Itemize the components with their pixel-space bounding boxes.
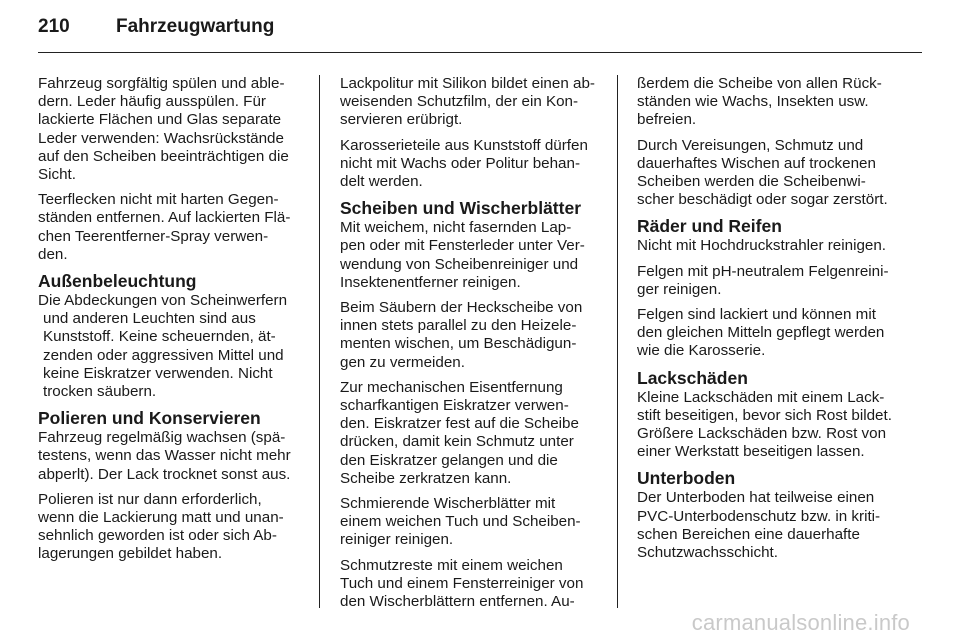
text-line: Lackpolitur mit Silikon bildet einen ab- <box>340 75 595 92</box>
text-line: ständen entfernen. Auf lackierten Flä- <box>38 209 291 227</box>
text-line: Durch Vereisungen, Schmutz und <box>637 136 864 154</box>
paragraph <box>637 263 905 299</box>
text-line: sehnlich geworden ist oder sich Ab- <box>38 527 277 545</box>
text-line: Größere Lackschäden bzw. Rost von <box>637 425 887 443</box>
text-column-3 <box>637 75 905 569</box>
text-line: Felgen sind lackiert und können mit <box>637 306 876 324</box>
paragraph <box>340 379 608 488</box>
text-line: nicht mit Wachs oder Politur behan- <box>340 154 581 172</box>
text-line: den gleichen Mitteln gepflegt werden <box>637 324 885 342</box>
paragraph <box>637 237 905 255</box>
text-line: Die Abdeckungen von Scheinwerfern <box>38 292 288 310</box>
text-line: lackierte Flächen und Glas separate <box>38 111 282 129</box>
text-line: gen zu vermeiden. <box>340 353 465 371</box>
text-line: Sicht. <box>38 166 76 184</box>
text-column-1 <box>38 75 306 571</box>
paragraph <box>38 75 306 184</box>
text-line: den. <box>38 245 68 263</box>
page-number: 210 <box>38 16 70 37</box>
text-line: einem weichen Tuch und Scheiben- <box>340 513 581 531</box>
text-line: schen Bereichen eine dauerhafte <box>637 525 860 543</box>
text-line: Schmutzreste mit einem weichen <box>340 556 563 574</box>
paragraph <box>340 557 608 612</box>
text-line: wie die Karosserie. <box>637 342 766 360</box>
text-line: Fahrzeug sorgfältig spülen und able- <box>38 75 285 92</box>
text-line: Tuch und einem Fensterreiniger von <box>340 574 584 592</box>
text-line: delt werden. <box>340 173 423 191</box>
text-line: chen Teerentferner-Spray verwen- <box>38 227 269 245</box>
text-line: Fahrzeug regelmäßig wachsen (spä- <box>38 429 286 447</box>
section-heading: Polieren und Konservieren <box>38 408 261 429</box>
text-line: scharfkantigen Eiskratzer verwen- <box>340 397 569 415</box>
paragraph <box>637 306 905 361</box>
text-line: drücken, damit kein Schmutz unter <box>340 433 574 451</box>
section-heading: Außenbeleuchtung <box>38 271 197 292</box>
text-line: Karosserieteile aus Kunststoff dürfen <box>340 136 588 154</box>
paragraph <box>637 489 905 562</box>
text-line: pen oder mit Fensterleder unter Ver- <box>340 237 585 255</box>
paragraph <box>637 137 905 210</box>
text-line: menten wischen, um Beschädigun- <box>340 335 577 353</box>
text-line: scher beschädigt oder sogar zerstört. <box>637 191 888 209</box>
column-divider <box>319 75 320 608</box>
paragraph <box>340 137 608 192</box>
paragraph <box>637 389 905 462</box>
header-divider <box>38 52 922 53</box>
text-line: keine Eiskratzer verwenden. Nicht <box>43 364 273 382</box>
paragraph <box>38 292 306 401</box>
text-line: weisenden Schutzfilm, der ein Kon- <box>340 93 579 111</box>
text-line: den. Eiskratzer fest auf die Scheibe <box>340 415 579 433</box>
text-line: den Wischerblättern entfernen. Au- <box>340 593 575 611</box>
section-heading: Lackschäden <box>637 367 748 388</box>
text-line: Kunststoff. Keine scheuernden, ät- <box>43 328 276 346</box>
section-heading: Unterboden <box>637 468 736 489</box>
text-line: PVC-Unterbodenschutz bzw. in kriti- <box>637 507 881 525</box>
paragraph <box>340 75 608 130</box>
text-line: wendung von Scheibenreiniger und <box>340 255 579 273</box>
paragraph <box>38 191 306 264</box>
text-line: lagerungen gebildet haben. <box>38 545 223 563</box>
text-line: abperlt). Der Lack trocknet sonst aus. <box>38 465 291 483</box>
text-line: und anderen Leuchten sind aus <box>43 310 256 328</box>
paragraph <box>340 219 608 292</box>
paragraph <box>38 491 306 564</box>
text-line: Kleine Lackschäden mit einem Lack- <box>637 388 885 406</box>
text-line: Teerflecken nicht mit harten Gegen- <box>38 191 279 209</box>
text-line: Scheibe zerkratzen kann. <box>340 469 512 487</box>
text-column-2 <box>340 75 608 618</box>
text-line: auf den Scheiben beeinträchtigen die <box>38 147 289 165</box>
text-line: zenden oder aggressiven Mittel und <box>43 346 284 364</box>
text-line: servieren erübrigt. <box>340 111 463 129</box>
text-line: Nicht mit Hochdruckstrahler reinigen. <box>637 237 886 255</box>
text-line: befreien. <box>637 111 697 129</box>
text-line: Insektenentferner reinigen. <box>340 273 521 291</box>
text-line: stift beseitigen, bevor sich Rost bildet. <box>637 406 892 424</box>
paragraph <box>340 299 608 372</box>
text-line: Mit weichem, nicht fasernden Lap- <box>340 219 572 237</box>
text-line: Scheiben werden die Scheibenwi- <box>637 173 866 191</box>
text-line: Polieren ist nur dann erforderlich, <box>38 490 262 508</box>
paragraph <box>38 429 306 484</box>
page-title: Fahrzeugwartung <box>116 16 275 37</box>
text-line: Schmierende Wischerblätter mit <box>340 495 556 513</box>
text-line: wenn die Lackierung matt und unan- <box>38 509 284 527</box>
text-line: trocken säubern. <box>43 383 157 401</box>
text-line: dern. Leder häufig ausspülen. Für <box>38 93 266 111</box>
text-line: reiniger reinigen. <box>340 531 454 549</box>
text-line: Beim Säubern der Heckscheibe von <box>340 299 583 317</box>
watermark: carmanualsonline.info <box>691 610 910 635</box>
text-line: ständen wie Wachs, Insekten usw. <box>637 93 869 111</box>
text-line: dauerhaftes Wischen auf trockenen <box>637 154 876 172</box>
text-line: testens, wenn das Wasser nicht mehr <box>38 447 291 465</box>
section-heading: Räder und Reifen <box>637 216 782 237</box>
text-line: ger reinigen. <box>637 280 722 298</box>
text-line: Leder verwenden: Wachsrückstände <box>38 129 284 147</box>
paragraph <box>340 495 608 550</box>
section-heading: Scheiben und Wischerblätter <box>340 198 582 219</box>
text-line: ßerdem die Scheibe von allen Rück- <box>637 75 882 92</box>
page-header <box>38 16 274 46</box>
text-line: den Eiskratzer gelangen und die <box>340 451 558 469</box>
text-line: innen stets parallel zu den Heizele- <box>340 317 577 335</box>
paragraph <box>637 75 905 130</box>
text-line: einer Werkstatt beseitigen lassen. <box>637 443 865 461</box>
text-line: Der Unterboden hat teilweise einen <box>637 489 875 507</box>
text-line: Schutzwachsschicht. <box>637 544 778 562</box>
column-divider <box>617 75 618 608</box>
text-line: Felgen mit pH-neutralem Felgenreini- <box>637 262 889 280</box>
text-line: Zur mechanischen Eisentfernung <box>340 378 563 396</box>
